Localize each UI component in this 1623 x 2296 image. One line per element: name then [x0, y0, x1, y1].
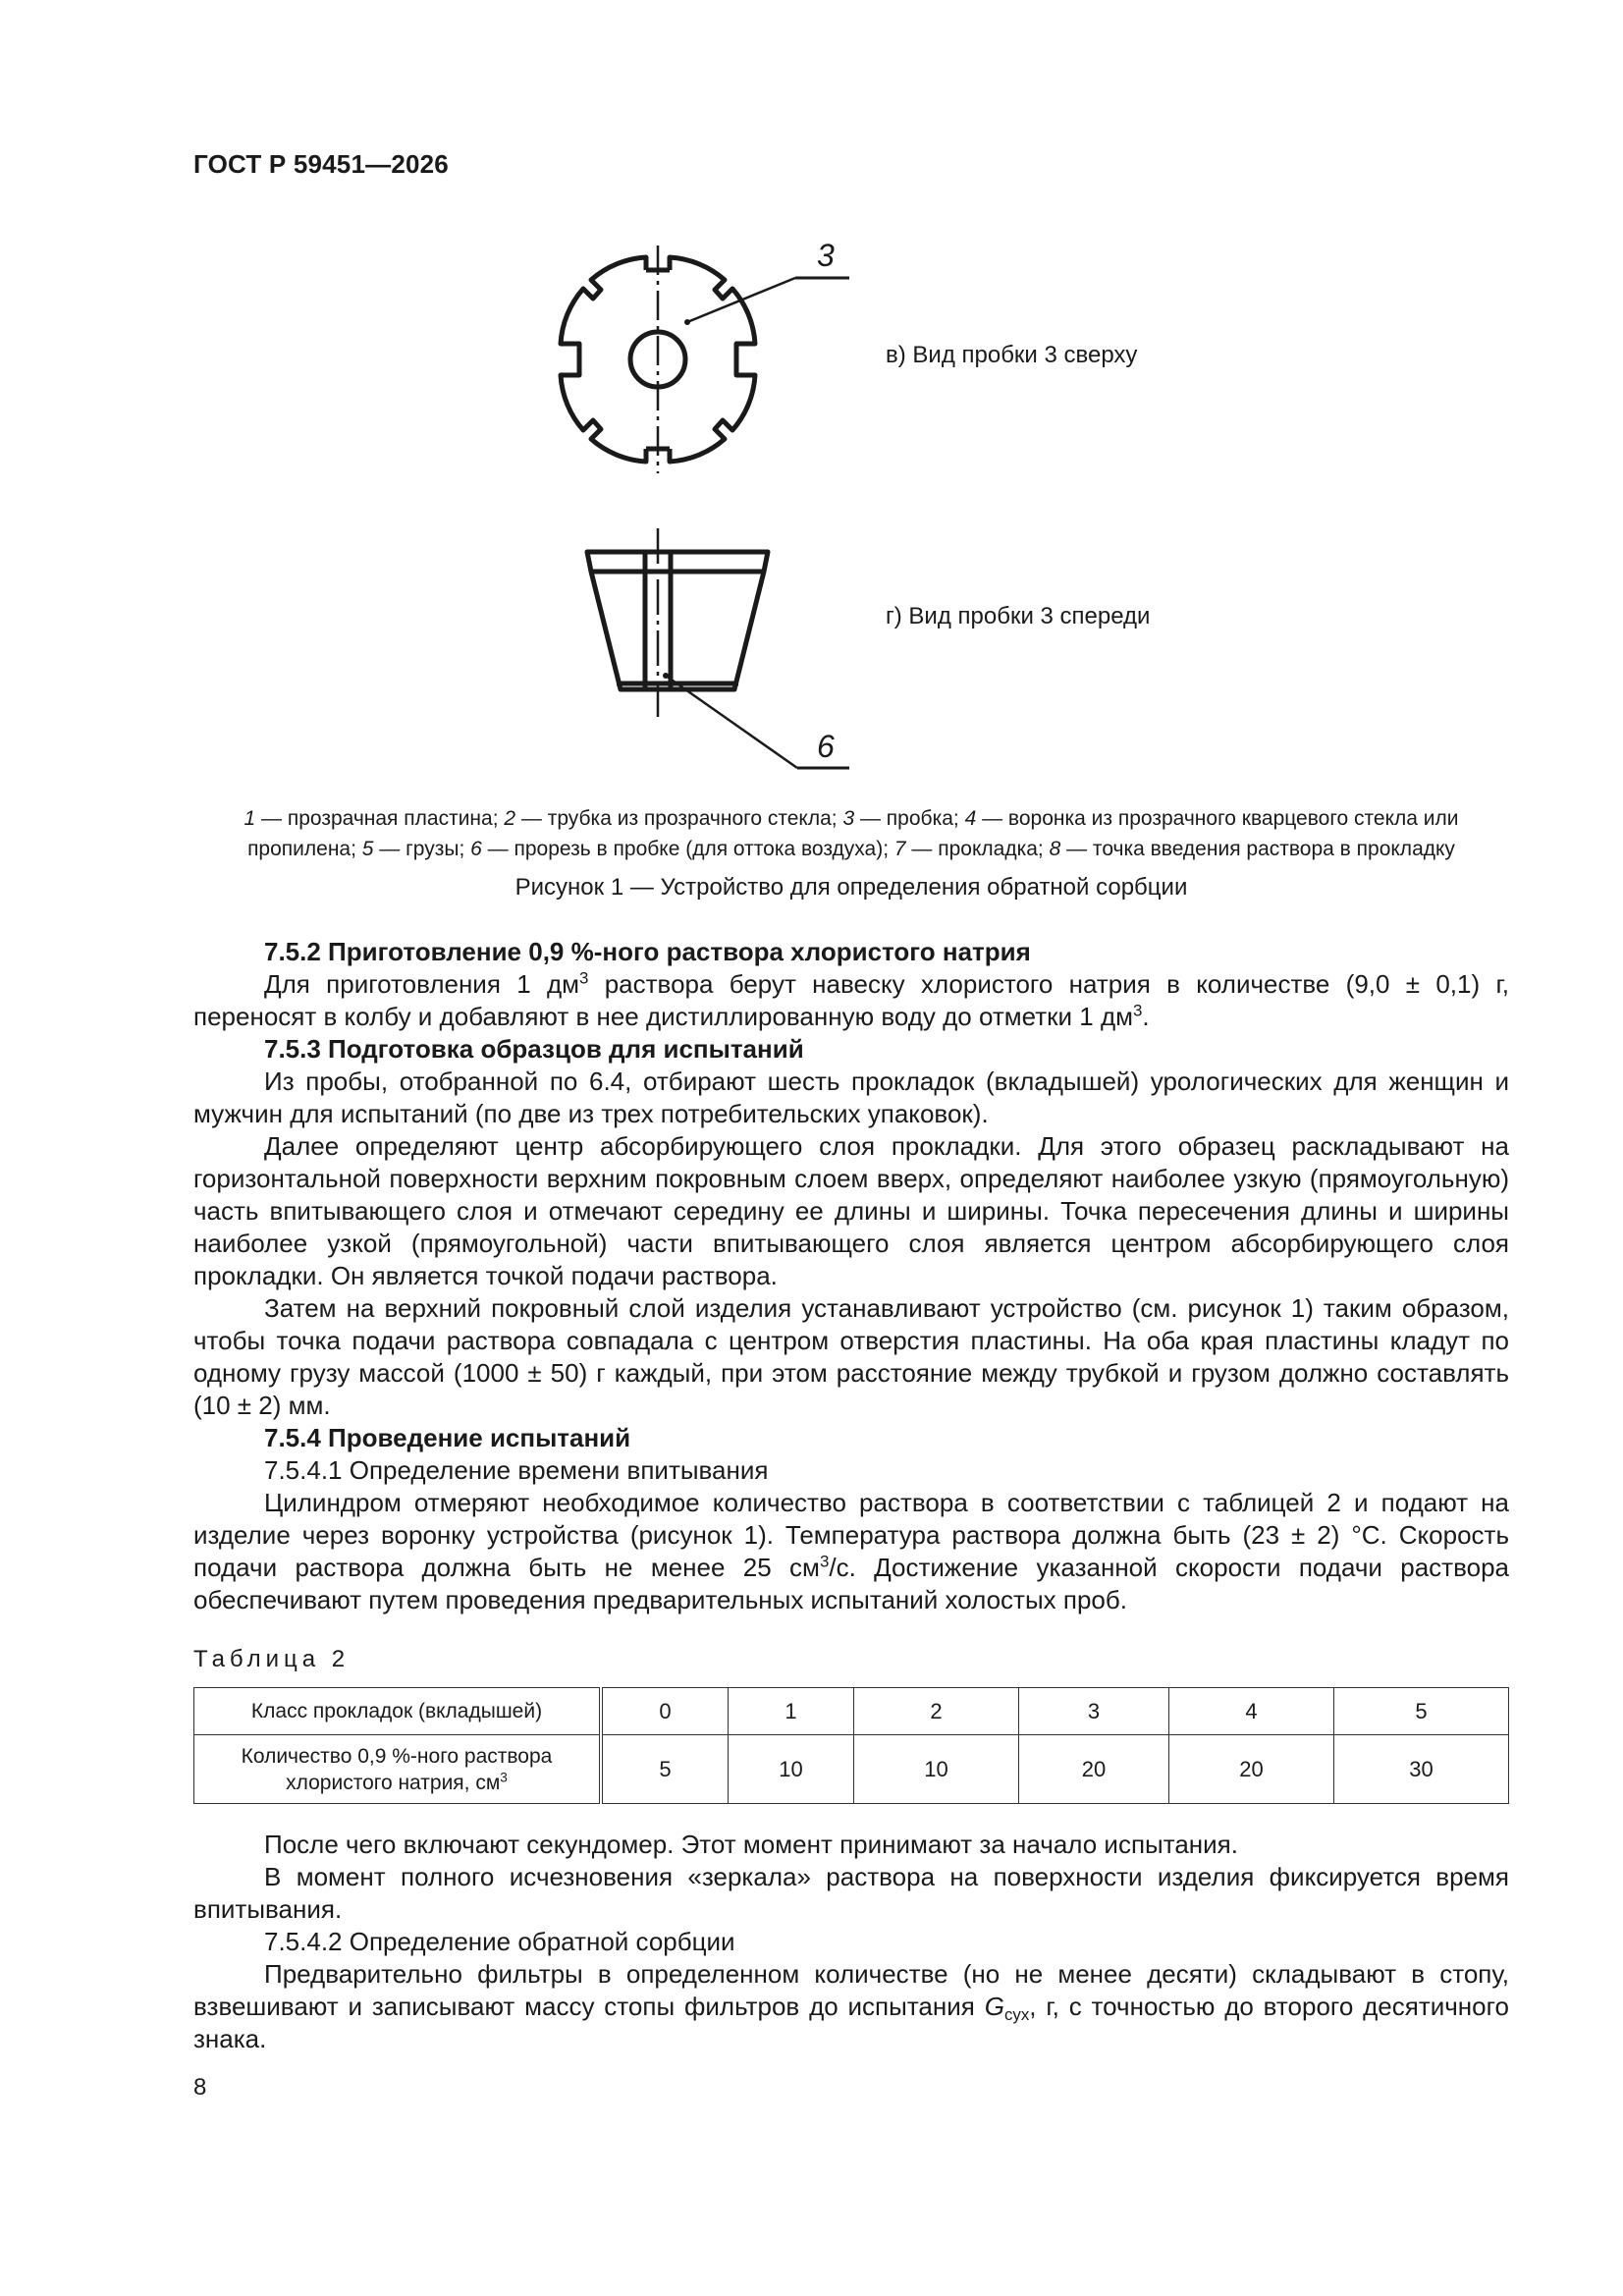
- paragraph: После чего включают секундомер. Этот момент принимают за начало испытания.: [264, 1830, 1238, 1859]
- table-row-header: Класс прокладок (вкладышей): [194, 1688, 602, 1735]
- table-2: [193, 1687, 1509, 1804]
- legend-num: 4: [964, 807, 977, 830]
- text: Для приготовления 1 дм: [264, 969, 580, 999]
- legend-num: 2: [504, 807, 516, 830]
- paragraph: Далее определяют центр абсорбирующего слоя прокладки. Для этого образец раскладывают на горизонтальной поверхности верхним покровным слоем вверх, определяют наиболее узкую (прямоугольную) часть впитывающего слоя и отмечают середину ее длины и ширины. Точка пересечения длины и ширины наиболее узкой (прямоугольной) части впитывающего слоя является центром абсорбирующего слоя прокладки. Он является точкой подачи раствора.: [193, 1131, 1509, 1290]
- section-7-5-2: [193, 936, 1509, 1616]
- stopper-top-outline: [561, 257, 646, 462]
- table-cell: 30: [1334, 1735, 1509, 1804]
- label-3: 3: [817, 238, 835, 273]
- section-heading: 7.5.2 Приготовление 0,9 %-ного раствора хлористого натрия: [264, 937, 1031, 966]
- table-cell: 2: [854, 1688, 1019, 1735]
- text: Цилиндром отмеряют необходимое количество раствора в соответствии с таблицей 2 и подают на изделие через воронку устройства (рисунок 1). Температура раствора должна быть (23 ± 2) °С. Скорость подачи раствора должна быть не менее 25 см: [193, 1488, 1509, 1582]
- text: /с. Достижение указанной скорости подачи раствора обеспечивают путем проведения предварительных испытаний холостых проб.: [193, 1553, 1509, 1614]
- legend-text: — прозрачная пластина;: [255, 807, 505, 830]
- paragraph: [193, 968, 1509, 1033]
- variable: G: [984, 1992, 1004, 2021]
- legend-num: 6: [470, 838, 482, 860]
- text: раствора берут навеску хлористого натрия в количестве (9,0 ± 0,1) г, переносят в колбу и добавляют в нее дистиллированную воду до отметки 1 дм: [193, 969, 1509, 1031]
- table-cell: 0: [601, 1688, 729, 1735]
- table-row: [194, 1735, 1509, 1804]
- document-header: ГОСТ Р 59451—2026: [193, 149, 449, 179]
- legend-text: — пробка;: [854, 807, 965, 830]
- subsection-heading: 7.5.4.2 Определение обратной сорбции: [264, 1927, 735, 1956]
- table-cell: 10: [729, 1735, 854, 1804]
- stopper-drawing: [550, 226, 884, 776]
- legend-text: — прокладка;: [905, 838, 1050, 860]
- text: Количество 0,9 %-ного раствора хлористого натрия, см: [241, 1744, 553, 1794]
- legend-num: 3: [842, 807, 855, 830]
- legend-text: — прорезь в пробке (для оттока воздуха);: [481, 838, 894, 860]
- paragraph: Из пробы, отобранной по 6.4, отбирают шесть прокладок (вкладышей) урологических для женщин и мужчин для испытаний (по две из трех потребительских упаковок).: [193, 1066, 1509, 1128]
- table-cell: 5: [1334, 1688, 1509, 1735]
- page-number: 8: [193, 2074, 207, 2101]
- table-cell: 5: [601, 1735, 729, 1804]
- view-front-caption: г) Вид пробки 3 спереди: [886, 603, 1151, 629]
- paragraph: [193, 1487, 1509, 1616]
- legend-text: — грузы;: [373, 838, 471, 860]
- paragraph: В момент полного исчезновения «зеркала» раствора на поверхности изделия фиксируется время впитывания.: [193, 1862, 1509, 1924]
- label-6: 6: [817, 729, 835, 764]
- text: , г, с точностью до второго десятичного знака.: [193, 1992, 1509, 2053]
- superscript: 3: [500, 1770, 508, 1784]
- table-row: [194, 1688, 1509, 1735]
- superscript: 3: [1133, 1001, 1143, 1020]
- table-title: Таблица 2: [193, 1646, 351, 1672]
- figure-stopper: [550, 226, 884, 776]
- table-cell: 20: [1169, 1735, 1334, 1804]
- superscript: 3: [819, 1552, 830, 1571]
- legend-text: — трубка из прозрачного стекла;: [515, 807, 843, 830]
- legend-num: 8: [1049, 838, 1061, 860]
- subsection-heading: 7.5.4.1 Определение времени впитывания: [264, 1455, 769, 1485]
- table-row-header: [194, 1735, 602, 1804]
- section-heading: 7.5.4 Проведение испытаний: [264, 1423, 631, 1452]
- superscript: 3: [579, 968, 589, 988]
- view-top-caption: в) Вид пробки 3 сверху: [886, 342, 1138, 368]
- figure-legend: [193, 803, 1509, 864]
- table-cell: 10: [854, 1735, 1019, 1804]
- table-cell: 3: [1019, 1688, 1169, 1735]
- legend-num: 7: [893, 838, 906, 860]
- paragraph: [193, 1958, 1509, 2055]
- section-heading: 7.5.3 Подготовка образцов для испытаний: [264, 1034, 804, 1064]
- figure-caption: Рисунок 1 — Устройство для определения обратной сорбции: [514, 874, 1188, 901]
- legend-text: — точка введения раствора в прокладку: [1060, 838, 1455, 860]
- legend-num: 1: [243, 807, 256, 830]
- table-cell: 4: [1169, 1688, 1334, 1735]
- subscript: сух: [1003, 2005, 1030, 2025]
- text: .: [1142, 1002, 1150, 1031]
- text: Предварительно фильтры в определенном количестве (но не менее десяти) складывают в стопу, взвешивают и записывают массу стопы фильтров до испытания: [193, 1959, 1509, 2021]
- section-after-table: [193, 1829, 1509, 2055]
- table-cell: 20: [1019, 1735, 1169, 1804]
- legend-text: — воронка из прозрачного кварцевого стекла или пропилена;: [247, 807, 1459, 860]
- table-cell: 1: [729, 1688, 854, 1735]
- paragraph: Затем на верхний покровный слой изделия устанавливают устройство (см. рисунок 1) таким образом, чтобы точка подачи раствора совпадала с центром отверстия пластины. На оба края пластины кладут по одному грузу массой (1000 ± 50) г каждый, при этом расстояние между трубкой и грузом должно составлять (10 ± 2) мм.: [193, 1293, 1509, 1420]
- legend-num: 5: [361, 838, 374, 860]
